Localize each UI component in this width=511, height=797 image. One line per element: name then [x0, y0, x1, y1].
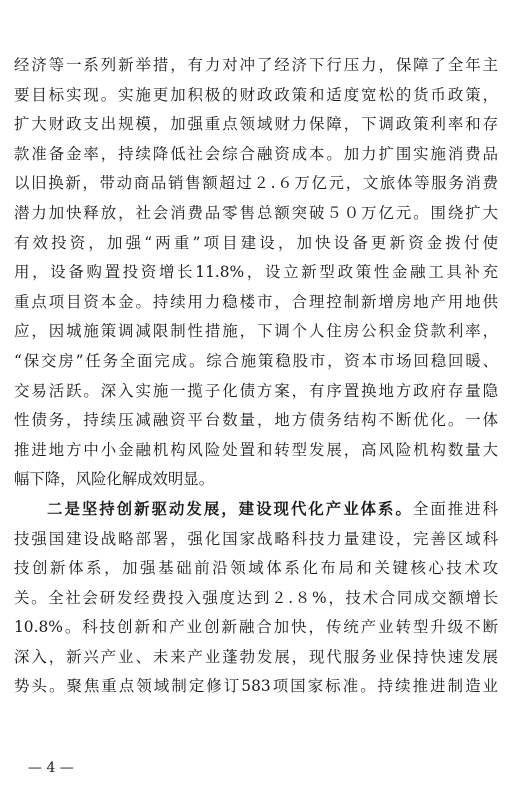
- text-line: 交易活跃。深入实施一揽子化债方案，有序置换地方政府存量隐: [14, 381, 498, 400]
- text-line: 幅下降，风险化解成效明显。: [14, 470, 215, 489]
- text-line: 扩大财政支出规模，加强重点领域财力保障，下调政策利率和存: [14, 115, 498, 134]
- first-line-rest: 全面推进科: [412, 499, 498, 518]
- text-line: 要目标实现。实施更加积极的财政政策和适度宽松的货币政策，: [14, 85, 498, 104]
- text-line: 技强国建设战略部署，强化国家战略科技力量建设，完善区域科: [14, 529, 498, 548]
- text-line: 10.8%。科技创新和产业创新融合加快，传统产业转型升级不断: [14, 618, 498, 637]
- text-line: 有效投资，加强“两重”项目建设，加快设备更新资金拨付使: [14, 233, 498, 252]
- paragraph-first-line: [14, 495, 498, 525]
- text-line: 技创新体系，加强基础前沿领域体系化布局和关键核心技术攻: [14, 559, 498, 578]
- text-line: 关。全社会研发经费投入强度达到２.８%，技术合同成交额增长: [14, 588, 498, 607]
- text-line: 用，设备购置投资增长11.8%，设立新型政策性金融工具补充: [14, 263, 498, 282]
- text-line: 推进地方中小金融机构风险处置和转型发展，高风险机构数量大: [14, 440, 498, 459]
- page-number: — 4 —: [28, 760, 74, 776]
- paragraph-innovation: [14, 495, 498, 702]
- text-line: 深入，新兴产业、未来产业蓬勃发展，现代服务业保持快速发展: [14, 647, 498, 666]
- text-line: 性债务，持续压减融资平台数量，地方债务结构不断优化。一体: [14, 411, 498, 430]
- text-line: 款准备金率，持续降低社会综合融资成本。加力扩围实施消费品: [14, 144, 498, 163]
- text-line: 以旧换新，带动商品销售额超过２.６万亿元，文旅体等服务消费: [14, 174, 498, 193]
- document-page: [14, 51, 498, 702]
- section-heading-bold: 二是坚持创新驱动发展，建设现代化产业体系。: [45, 499, 413, 518]
- paragraph-economy: [14, 51, 498, 495]
- text-line: 经济等一系列新举措，有力对冲了经济下行压力，保障了全年主: [14, 56, 498, 74]
- text-line: 潜力加快释放，社会消费品零售总额突破５０万亿元。围绕扩大: [14, 203, 498, 222]
- text-line: 势头。聚焦重点领域制定修订583项国家标准。持续推进制造业: [14, 677, 498, 696]
- text-line: “保交房”任务全面完成。综合施策稳股市，资本市场回稳回暖、: [14, 351, 498, 370]
- text-line: 应，因城施策调减限制性措施，下调个人住房公积金贷款利率，: [14, 322, 498, 341]
- text-line: 重点项目资本金。持续用力稳楼市，合理控制新增房地产用地供: [14, 292, 498, 311]
